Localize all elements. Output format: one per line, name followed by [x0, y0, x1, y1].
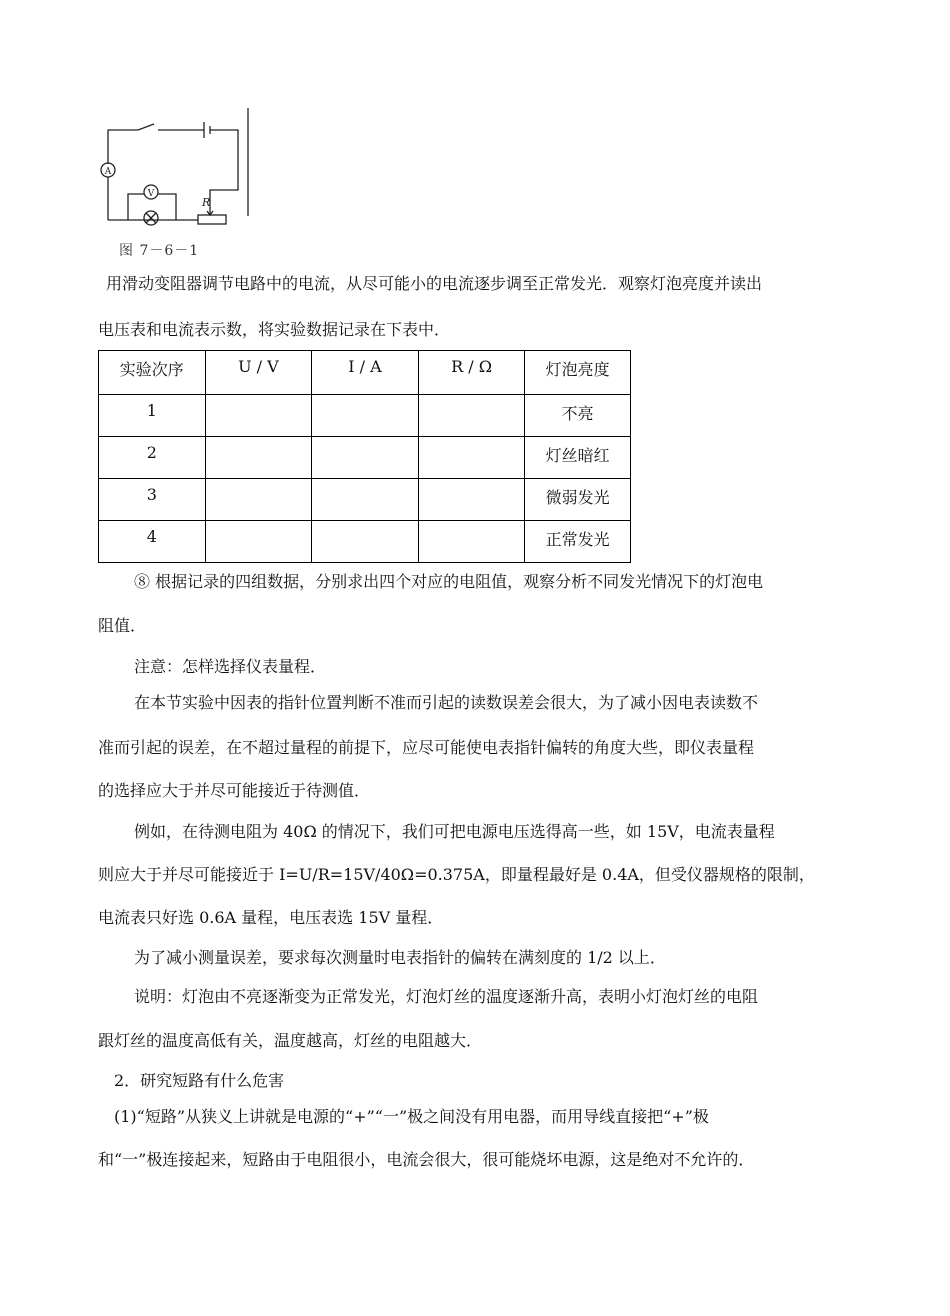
section-heading: 2．研究短路有什么危害: [114, 1071, 285, 1090]
rheostat-icon: [198, 215, 226, 224]
table-cell: 不亮: [561, 404, 594, 423]
table-header-cell: R / Ω: [451, 357, 492, 376]
table-cell: [419, 521, 525, 527]
table-cell: [206, 521, 312, 527]
table-header-row: [99, 351, 631, 395]
table-cell: [419, 437, 525, 443]
rheostat-label: R: [202, 196, 211, 209]
table-cell: [419, 395, 525, 401]
table-cell: 1: [146, 401, 157, 420]
data-table: [98, 350, 631, 563]
table-cell: [419, 479, 525, 485]
table-cell: [206, 479, 312, 485]
table-row: [99, 479, 631, 521]
table-row: [99, 521, 631, 563]
paragraph-line: 的选择应大于并尽可能接近于待测值．: [98, 781, 371, 800]
table-row: [99, 437, 631, 479]
paragraph-line: 注意：怎样选择仪表量程．: [134, 657, 327, 676]
table-cell: 4: [146, 527, 157, 546]
table-cell: [312, 395, 418, 401]
table-cell: [312, 479, 418, 485]
paragraph-line: 电压表和电流表示数，将实验数据记录在下表中．: [98, 320, 451, 339]
paragraph-line: 例如，在待测电阻为 40Ω 的情况下，我们可把电源电压选得高一些，如 15V，电流表量程: [134, 822, 775, 841]
table-cell: 2: [146, 443, 157, 462]
paragraph-line: 和“一”极连接起来，短路由于电阻很小，电流会很大，很可能烧坏电源，这是绝对不允许的．: [98, 1150, 755, 1169]
paragraph-line: ⑧ 根据记录的四组数据，分别求出四个对应的电阻值，观察分析不同发光情况下的灯泡电: [134, 572, 764, 591]
table-cell: [206, 395, 312, 401]
table-cell: [206, 437, 312, 443]
table-header-cell: 灯泡亮度: [545, 360, 610, 379]
paragraph-line: 在本节实验中因表的指针位置判断不准而引起的读数误差会很大，为了减小因电表读数不: [134, 693, 759, 712]
figure-caption: 图 7－6－1: [119, 243, 200, 259]
voltmeter-label: V: [147, 189, 155, 199]
paragraph-line: 则应大于并尽可能接近于 I=U/R=15V/40Ω=0.375A，即量程最好是 0.4A，但受仪器规格的限制，: [98, 865, 815, 884]
table-cell: 正常发光: [545, 530, 610, 549]
table-row: [99, 395, 631, 437]
ammeter-label: A: [104, 167, 112, 177]
paragraph-line: 阻值．: [98, 616, 147, 635]
paragraph-line: 说明：灯泡由不亮逐渐变为正常发光，灯泡灯丝的温度逐渐升高，表明小灯泡灯丝的电阻: [134, 987, 759, 1006]
paragraph-line: 跟灯丝的温度高低有关，温度越高，灯丝的电阻越大．: [98, 1031, 483, 1050]
circuit-diagram: [98, 104, 258, 234]
table-cell: 微弱发光: [545, 488, 610, 507]
table-header-cell: 实验次序: [119, 360, 184, 379]
paragraph-line: 准而引起的误差，在不超过量程的前提下，应尽可能使电表指针偏转的角度大些，即仪表量程: [98, 738, 755, 757]
switch: [138, 124, 154, 130]
paragraph-line: 为了减小测量误差，要求每次测量时电表指针的偏转在满刻度的 1/2 以上．: [134, 948, 666, 967]
table-cell: [312, 437, 418, 443]
table-header-cell: I / A: [348, 357, 382, 376]
table-cell: 灯丝暗红: [545, 446, 610, 465]
table-cell: 3: [146, 485, 157, 504]
paragraph-line: 电流表只好选 0.6A 量程，电压表选 15V 量程．: [98, 908, 444, 927]
paragraph-line: (1)“短路”从狭义上讲就是电源的“+”“一”极之间没有用电器，而用导线直接把“+”极: [114, 1107, 709, 1126]
table-header-cell: U / V: [238, 357, 279, 376]
paragraph-line: 用滑动变阻器调节电路中的电流，从尽可能小的电流逐步调至正常发光．观察灯泡亮度并读出: [106, 274, 763, 293]
table-cell: [312, 521, 418, 527]
